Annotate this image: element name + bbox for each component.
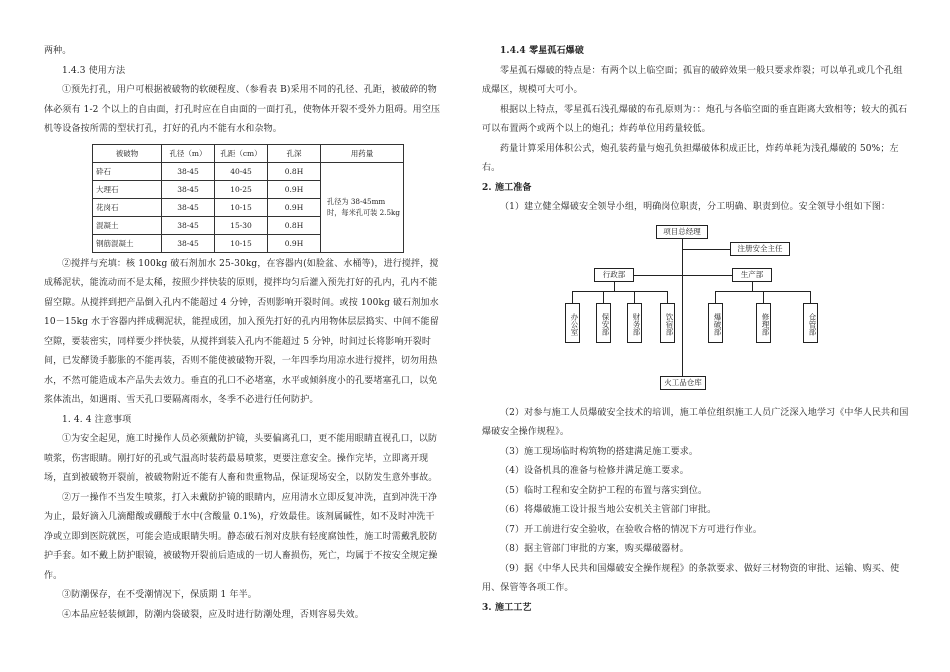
org-dept-warehouse: 仓管部 (803, 303, 818, 343)
connector (715, 291, 716, 303)
table-cell: 花岗石 (93, 198, 162, 216)
table-header: 孔深 (268, 144, 321, 162)
table-header-row (93, 144, 404, 162)
table-cell: 大理石 (93, 180, 162, 198)
connector (634, 291, 635, 303)
section-heading: 3. 施工工艺 (482, 602, 532, 613)
paragraph: ③防潮保存，在不受潮情况下，保质期 1 年半。 (62, 590, 257, 600)
table-cell: 38-45 (162, 180, 215, 198)
connector (682, 249, 730, 250)
connector (572, 291, 668, 292)
table-cell: 15-30 (215, 216, 268, 234)
paragraph: （1）建立健全爆破安全领导小组，明确岗位职责，分工明确、职责到位。安全领导小组如下图： (500, 202, 891, 212)
org-dept-office: 办公室 (565, 303, 580, 343)
org-production-dept: 生产部 (732, 268, 772, 282)
section-heading: 1.4.3 使用方法 (62, 65, 126, 76)
paragraph: ②搅拌与充填：核 100kg 破石剂加水 25-30kg，在容器内(如脸盆、水桶等)，进行搅拌，搅成稀泥状，能流动而不是太稀，按照少拌快装的原则，搅拌均匀后灌入预先打好的孔内，孔内不能留空隙。从搅拌到把产品倒入孔内不能超过 4 分钟，否则影响开裂时间。或按 100kg 破石剂加水 10－15kg 水于容器内拌成稠泥状，能捏成团，加入预先打好的孔内用物体层层捣实、中间不能留空隙，要装密实，同样要少拌快装，从搅拌到装入孔内不能超过 5 分钟，时间过长将影响开裂时间，已发酵烫手膨胀的不能再装，否则不能使被破物开裂，一年四季均用凉水进行搅拌，切勿用热水，不然可能造成本产品失去效力。垂直的孔口不必堵塞，水平或倾斜度小的孔要堵塞孔口，以免浆体流出，如遇雨、雪天孔口要隔离雨水，冬季不必进行任何防护。 (44, 258, 439, 405)
paragraph: 根据以上特点，零星孤石浅孔爆破的布孔原则为：：炮孔与各临空面的垂直距离大致相等；较大的孤石可以布置两个或两个以上的炮孔；炸药单位用药量较低。 (482, 104, 908, 134)
table-cell: 钢筋混凝土 (93, 234, 162, 252)
paragraph: （8）据主管部门审批的方案，购买爆破器材。 (500, 544, 689, 554)
paragraph: （3）施工现场临时构筑物的搭建满足施工要求。 (500, 446, 699, 457)
connector (763, 291, 764, 303)
table-cell: 0.8H (268, 162, 321, 180)
org-explosives-store: 火工品仓库 (660, 376, 706, 390)
table-cell: 38-45 (162, 198, 215, 216)
paragraph: ④本品应轻装倾卸，防潮内袋破裂，应及时进行防潮处理，否则容易失效。 (62, 609, 364, 620)
connector (572, 291, 573, 303)
org-dept-repair: 修理部 (756, 303, 771, 343)
table-cell: 10-15 (215, 198, 268, 216)
connector (682, 239, 683, 376)
table-header: 孔径（m） (162, 144, 215, 162)
org-manager: 项目总经理 (656, 225, 708, 239)
org-admin-dept: 行政部 (594, 268, 634, 282)
org-safety-engineer: 注册安全主任 (730, 242, 790, 256)
table-cell: 10-25 (215, 180, 268, 198)
paragraph: 两种。 (44, 46, 72, 56)
table-cell: 0.9H (268, 234, 321, 252)
org-dept-finance: 财务部 (627, 303, 642, 343)
connector (603, 291, 604, 303)
left-column (44, 0, 442, 625)
table-row (93, 162, 404, 180)
section-heading: 2. 施工准备 (482, 182, 532, 193)
table-cell: 混凝土 (93, 216, 162, 234)
paragraph: ①预先打孔，用户可根据被破物的软硬程度、（参看表 B)采用不同的孔径、孔距，被破碎的物体必须有 1-2 个以上的自由面，打孔时应在自由面的一面打孔，使物体开裂不受外力阻碍。用空压机等设备按所需的型状打孔，打好的孔内不能有水和杂物。 (44, 85, 441, 134)
paragraph: （4）设备机具的准备与检修并满足施工要求。 (500, 466, 689, 476)
paragraph: 药量计算采用体积公式，炮孔装药量与炮孔负担爆破体积成正比，炸药单耗为浅孔爆破的 50%；左右。 (482, 143, 899, 173)
connector (667, 291, 668, 303)
table-cell: 10-15 (215, 234, 268, 252)
paragraph: （5）临时工程和安全防护工程的布置与落实到位。 (500, 485, 708, 496)
usage-cell: 孔径为 38-45mm 时，每米孔可装 2.5kg (321, 162, 404, 252)
org-dept-blasting: 爆破部 (708, 303, 723, 343)
table-cell: 38-45 (162, 216, 215, 234)
table-header: 孔距（cm） (215, 144, 268, 162)
section-heading: 1. 4. 4 注意事项 (62, 414, 132, 425)
right-column (482, 0, 910, 618)
connector (752, 282, 753, 291)
paragraph: ①为安全起见，施工时操作人员必须戴防护镜，头要偏离孔口，更不能用眼睛直视孔口，以防喷浆，伤害眼睛。刚打好的孔或气温高时装药最易喷浆，更要注意安全。操作完毕，立即离开现场，直到被破物开裂前，被破物附近不能有人畜和贵重物品，保证现场安全，以防发生意外事故。 (44, 434, 438, 483)
connector (614, 282, 615, 291)
org-chart (482, 218, 910, 404)
connector (810, 291, 811, 303)
table-cell: 38-45 (162, 162, 215, 180)
paragraph: ②万一操作不当发生喷浆，打入未戴防护镜的眼睛内，应用清水立即反复冲洗，直到冲洗干净为止，最好滴入几滴醋酸或硼酸于水中(含酸量 0.1%)，疗效最佳。该剂属碱性，如不及时冲洗干净或立即到医院就医，可能会造成眼睛失明。静态破石剂对皮肤有轻度腐蚀性，施工时需戴乳胶防护手套。如不戴上防护眼镜，被破物开裂前后造成的一切人畜损伤，死亡，均属于不按安全规定操作。 (44, 492, 438, 581)
table-cell: 0.9H (268, 180, 321, 198)
paragraph: （2）对参与施工人员爆破安全技术的培训，施工单位组织施工人员广泛深入地学习《中华人民共和国爆破安全操作规程》。 (482, 407, 909, 437)
table-cell: 0.9H (268, 198, 321, 216)
section-heading: 1.4.4 零星孤石爆破 (500, 46, 584, 56)
table-cell: 砕石 (93, 162, 162, 180)
org-dept-lodging: 饮宿部 (660, 303, 675, 343)
table-header: 用药量 (321, 144, 404, 162)
org-dept-security: 保安部 (596, 303, 611, 343)
paragraph: （9）据《中华人民共和国爆破安全操作规程》的条款要求、做好三材物资的审批、运输、购买、使用、保管等各项工作。 (482, 563, 900, 593)
table-cell: 0.8H (268, 216, 321, 234)
paragraph: （6）将爆破施工设计报当地公安机关主管部门审批。 (500, 505, 717, 515)
paragraph: （7）开工前进行安全验收，在验收合格的情况下方可进行作业。 (500, 524, 763, 535)
paragraph: 零星孤石爆破的特点是：有两个以上临空面；孤盲的破碎效果一般只要求炸裂；可以单孔或几个孔组成爆区，规模可大可小。 (482, 65, 903, 95)
table-header: 被破物 (93, 144, 162, 162)
table-cell: 38-45 (162, 234, 215, 252)
table-cell: 40-45 (215, 162, 268, 180)
blasting-table (92, 144, 404, 253)
